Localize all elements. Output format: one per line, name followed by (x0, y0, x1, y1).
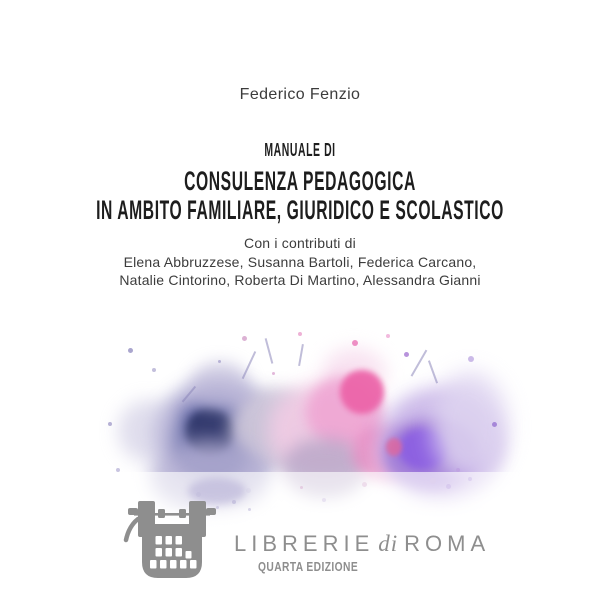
splash-dot (404, 352, 409, 357)
contributors (0, 234, 600, 290)
publisher-name-di: di (378, 531, 399, 556)
splash-dot-faint (446, 484, 451, 489)
publisher-logo (122, 496, 222, 584)
splash-blob (190, 362, 250, 410)
splash-dot (128, 348, 133, 353)
splash-dot-faint (232, 500, 236, 504)
contributors-line-2: Natalie Cintorino, Roberta Di Martino, Alessandra Gianni (119, 272, 481, 288)
splash-streak (428, 360, 438, 383)
splash-dot (218, 360, 221, 363)
splash-streak (298, 344, 303, 366)
splash-dot (492, 422, 497, 427)
splash-streak (265, 338, 273, 364)
splash-dot (242, 336, 247, 341)
edition-label (258, 560, 490, 574)
title-line-2: CONSULENZA PEDAGOGICA (184, 166, 416, 196)
publisher-name-roma: ROMA (404, 531, 491, 556)
splash-blob (340, 370, 384, 414)
typewriter-icon (122, 496, 222, 584)
publisher-name (234, 531, 490, 557)
splash-streak (242, 351, 256, 379)
splash-dot (152, 368, 156, 372)
contributors-intro: Con i contributi di (244, 235, 356, 251)
publisher-text (234, 531, 490, 574)
splash-dot-faint (300, 486, 303, 489)
splash-dot (272, 372, 275, 375)
splash-dot (352, 340, 358, 346)
splash-dot (386, 334, 390, 338)
title-line-1: MANUALE DI (264, 140, 336, 160)
splash-dot (468, 356, 474, 362)
splash-blob (118, 400, 180, 462)
splash-dot (108, 422, 112, 426)
publisher-name-librerie: LIBRERIE (234, 531, 375, 556)
author-name: Federico Fenzio (239, 86, 361, 103)
splash-streak (411, 350, 427, 377)
splash-dot-faint (248, 508, 251, 511)
title-line-3: IN AMBITO FAMILIARE, GIURIDICO E SCOLASTICO (96, 195, 504, 225)
splash-blob (432, 372, 508, 480)
splash-dot (298, 332, 302, 336)
splash-blob (386, 438, 402, 456)
edition-text: QUARTA EDIZIONE (258, 560, 359, 574)
contributors-line-1: Elena Abbruzzese, Susanna Bartoli, Federica Carcano, (123, 253, 477, 270)
splash-dot-faint (468, 477, 472, 481)
